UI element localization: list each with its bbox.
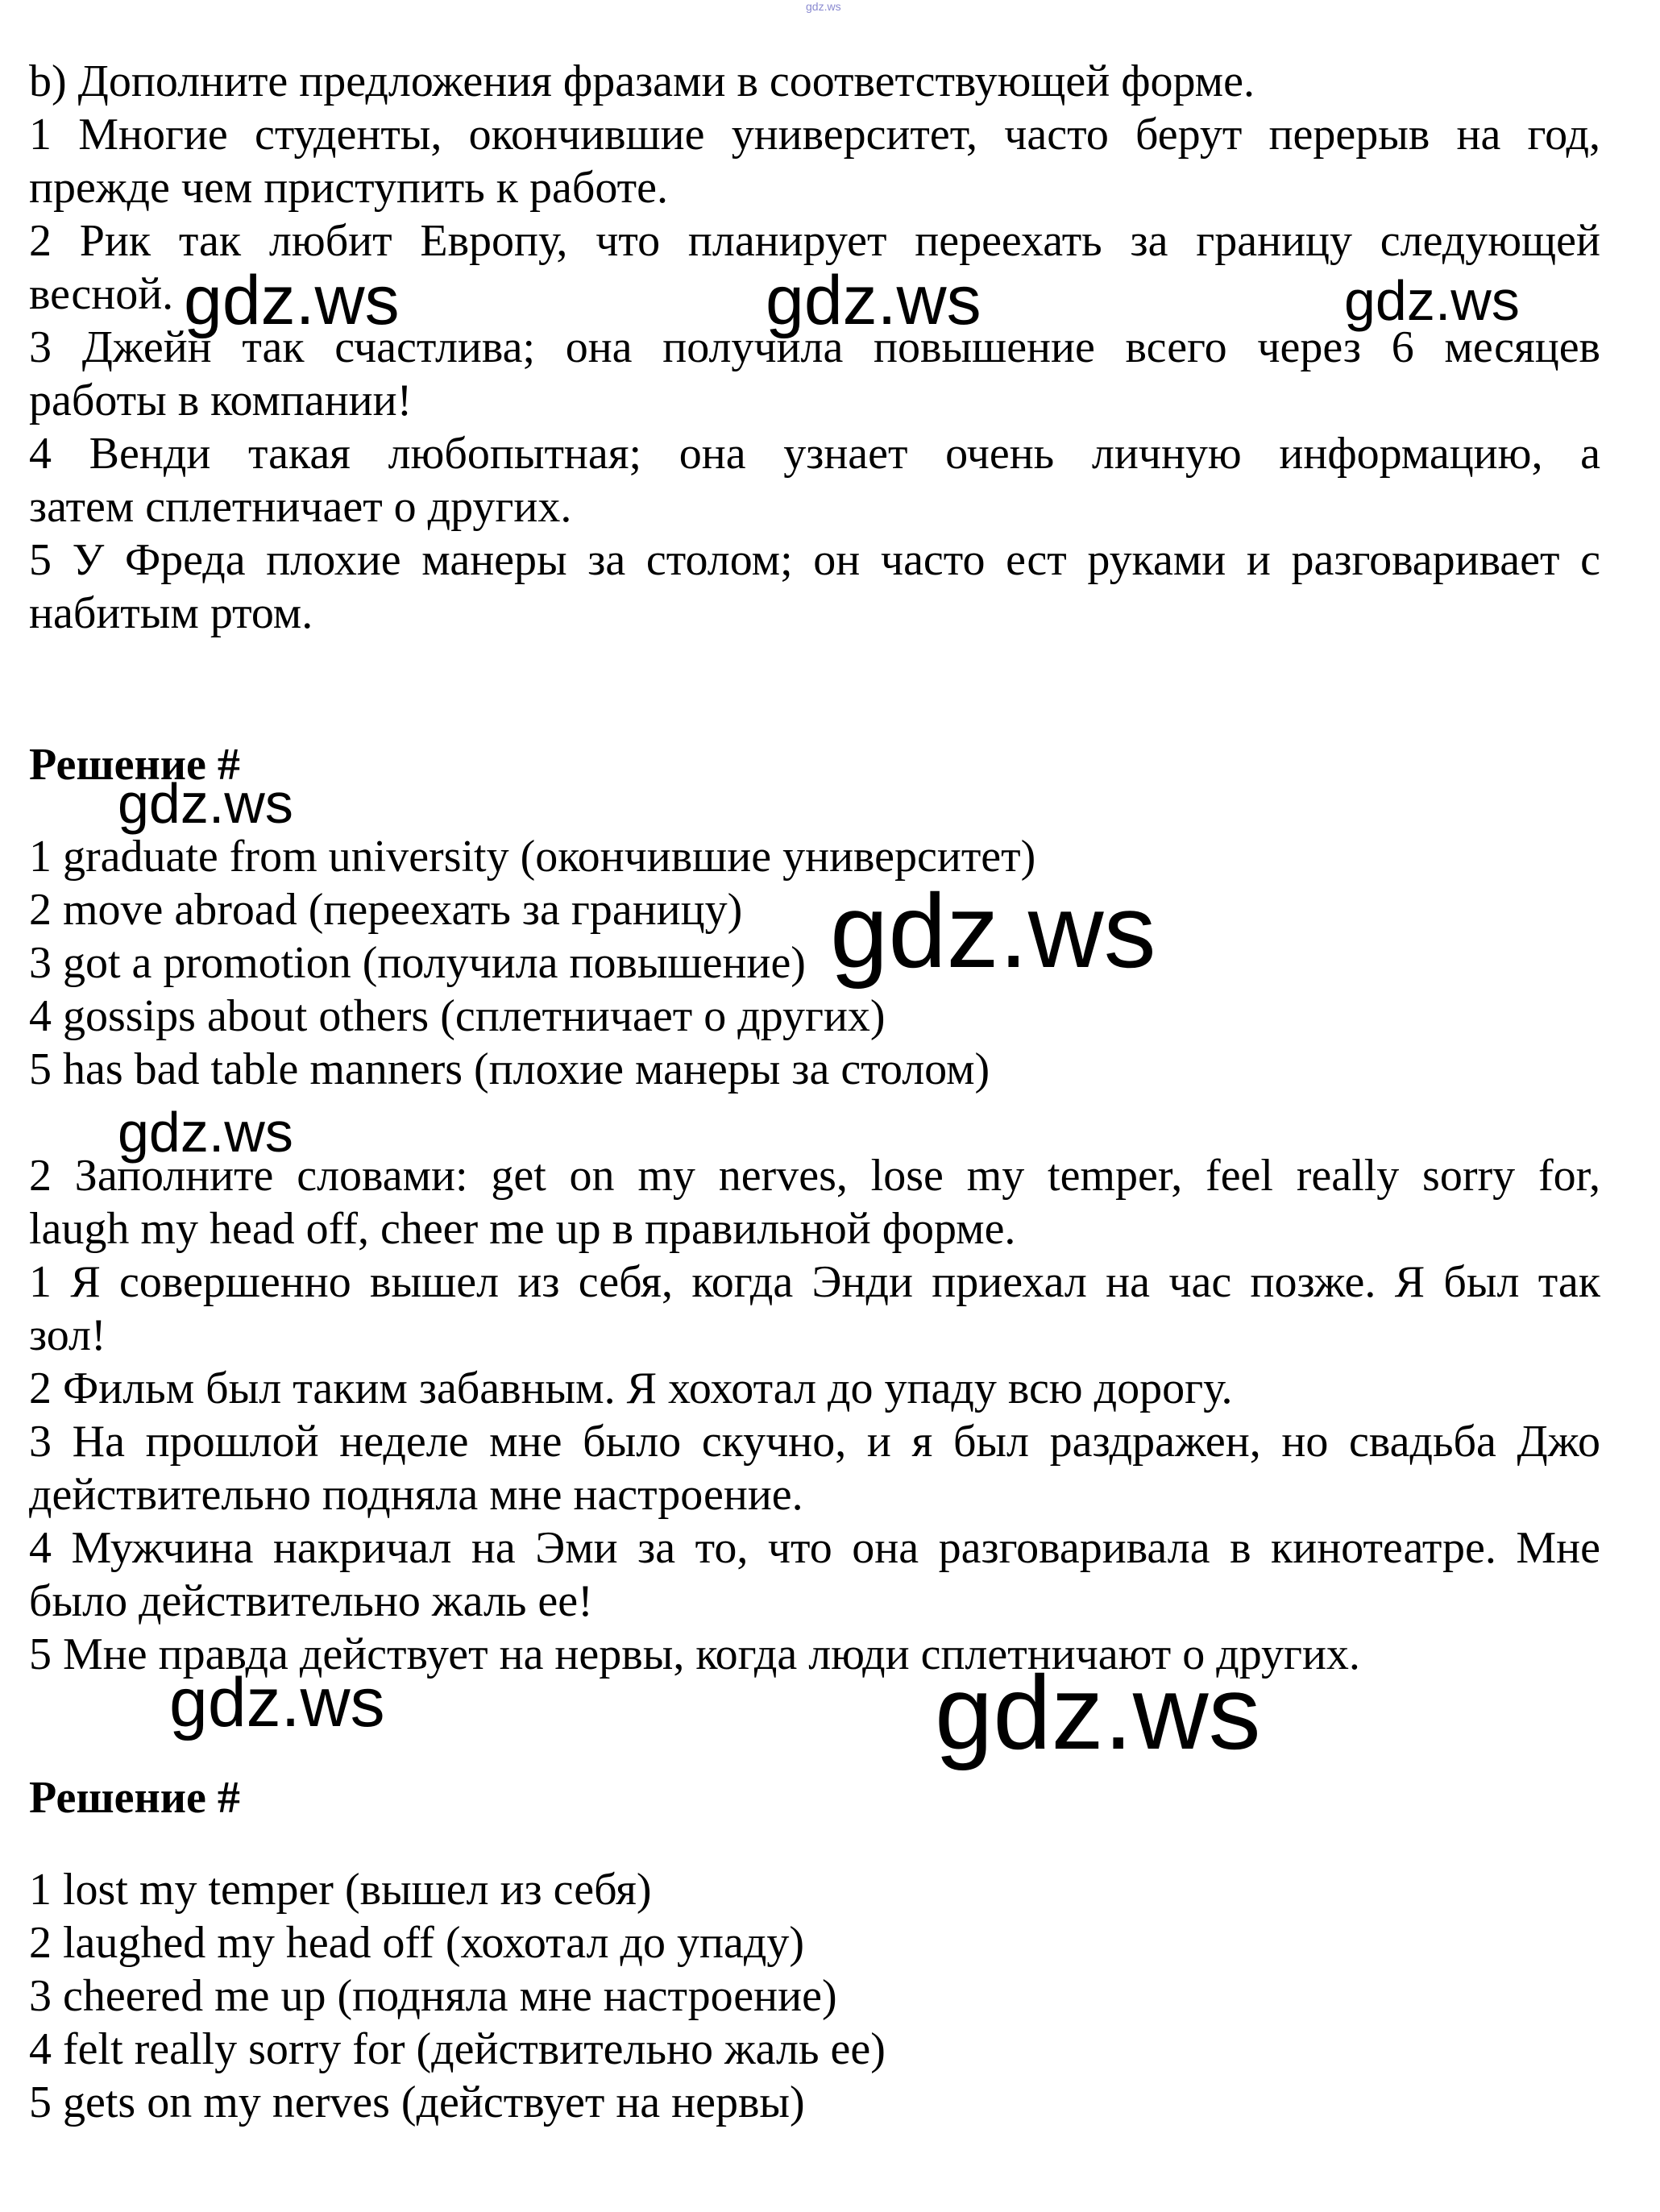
task2-item-1-line-1: 1 Я совершенно вышел из себя, когда Энди приехал на час позже. Я был так: [29, 1257, 1600, 1307]
solution1-heading: Решение #: [29, 740, 240, 790]
task2-item-2: 2 Фильм был таким забавным. Я хохотал до упаду всю дорогу.: [29, 1363, 1233, 1413]
solution2-answer-4: 4 felt really sorry for (действительно жаль ее): [29, 2024, 886, 2074]
task2-instruction-line-1: 2 Заполните словами: get on my nerves, lose my temper, feel really sorry for,: [29, 1151, 1600, 1201]
task1-item-4-line-2: затем сплетничает о других.: [29, 482, 572, 532]
task1-item-2-line-2: весной.: [29, 269, 174, 319]
solution2-answer-5: 5 gets on my nerves (действует на нервы): [29, 2077, 805, 2127]
watermark: gdz.ws: [830, 872, 1156, 990]
solution2-answer-2: 2 laughed my head off (хохотал до упаду): [29, 1918, 804, 1968]
watermark: gdz.ws: [935, 1654, 1261, 1771]
task1-item-3-line-2: работы в компании!: [29, 376, 413, 425]
task2-instruction-line-2: laugh my head off, cheer me up в правильной форме.: [29, 1204, 1016, 1254]
task2-item-3-line-1: 3 На прошлой неделе мне было скучно, и я был раздражен, но свадьба Джо: [29, 1417, 1600, 1467]
task1-item-2-line-1: 2 Рик так любит Европу, что планирует переехать за границу следующей: [29, 216, 1600, 266]
task1-item-5-line-1: 5 У Фреда плохие манеры за столом; он часто ест руками и разговаривает с: [29, 535, 1600, 585]
task1-instruction: b) Дополните предложения фразами в соответствующей форме.: [29, 56, 1255, 106]
task2-item-4-line-1: 4 Мужчина накричал на Эми за то, что она разговаривала в кинотеатре. Мне: [29, 1523, 1600, 1573]
task2-item-1-line-2: зол!: [29, 1310, 106, 1360]
task1-item-1-line-1: 1 Многие студенты, окончившие университет, часто берут перерыв на год,: [29, 110, 1600, 160]
watermark: gdz.ws: [1344, 269, 1520, 332]
task2-item-5: 5 Мне правда действует на нервы, когда люди сплетничают о других.: [29, 1629, 1360, 1679]
solution2-heading: Решение #: [29, 1773, 240, 1823]
solution1-answer-5: 5 has bad table manners (плохие манеры за столом): [29, 1044, 990, 1094]
watermark: gdz.ws: [118, 1101, 293, 1164]
task1-item-5-line-2: набитым ртом.: [29, 588, 313, 638]
solution2-answer-1: 1 lost my temper (вышел из себя): [29, 1865, 652, 1915]
solution1-answer-2: 2 move abroad (переехать за границу): [29, 885, 743, 935]
watermark: gdz.ws: [766, 262, 981, 339]
solution1-answer-1: 1 graduate from university (окончившие университет): [29, 832, 1036, 882]
watermark: gdz.ws: [184, 262, 400, 339]
solution2-answer-3: 3 cheered me up (подняла мне настроение): [29, 1971, 837, 2021]
top-watermark: gdz.ws: [806, 0, 841, 13]
task1-item-4-line-1: 4 Венди такая любопытная; она узнает очень личную информацию, а: [29, 429, 1600, 479]
task2-item-3-line-2: действительно подняла мне настроение.: [29, 1470, 803, 1520]
task2-item-4-line-2: было действительно жаль ее!: [29, 1576, 593, 1626]
watermark: gdz.ws: [169, 1664, 385, 1741]
task1-item-1-line-2: прежде чем приступить к работе.: [29, 163, 668, 213]
watermark: gdz.ws: [118, 772, 293, 835]
solution1-answer-4: 4 gossips about others (сплетничает о других): [29, 991, 886, 1041]
task1-item-3-line-1: 3 Джейн так счастлива; она получила повышение всего через 6 месяцев: [29, 322, 1600, 372]
solution1-answer-3: 3 got a promotion (получила повышение): [29, 938, 806, 988]
